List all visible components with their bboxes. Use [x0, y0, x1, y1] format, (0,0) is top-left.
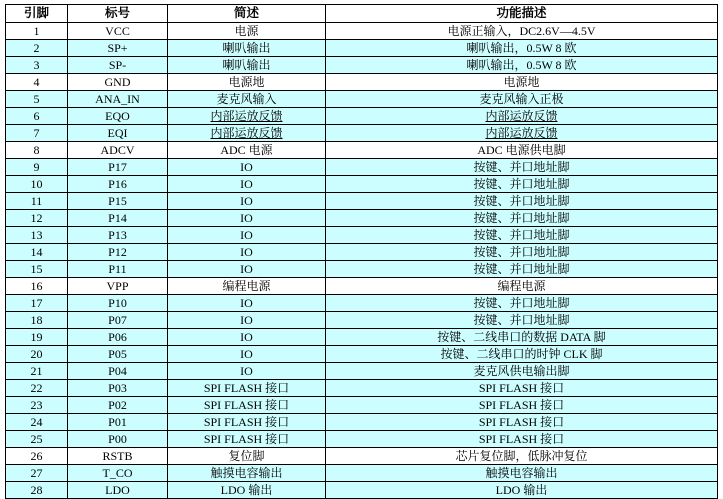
pin-description-table	[5, 4, 718, 499]
table-row	[6, 431, 718, 448]
cell-pin-symbol: P13	[68, 227, 168, 244]
cell-pin-symbol: P07	[68, 312, 168, 329]
cell-pin-number: 17	[6, 295, 68, 312]
cell-pin-description: 编程电源	[326, 278, 718, 295]
cell-pin-description: 按键、并口地址脚	[326, 159, 718, 176]
cell-pin-description: 按键、并口地址脚	[326, 261, 718, 278]
cell-pin-brief: 电源	[168, 23, 326, 40]
cell-pin-brief: SPI FLASH 接口	[168, 397, 326, 414]
cell-pin-number: 10	[6, 176, 68, 193]
cell-pin-brief: SPI FLASH 接口	[168, 380, 326, 397]
table-row	[6, 227, 718, 244]
cell-pin-symbol: P10	[68, 295, 168, 312]
cell-pin-description: SPI FLASH 接口	[326, 431, 718, 448]
cell-pin-symbol: P02	[68, 397, 168, 414]
cell-pin-brief: IO	[168, 312, 326, 329]
table-row	[6, 176, 718, 193]
cell-pin-number: 11	[6, 193, 68, 210]
cell-pin-description: SPI FLASH 接口	[326, 397, 718, 414]
cell-pin-number: 28	[6, 482, 68, 499]
table-row	[6, 397, 718, 414]
cell-pin-description: ADC 电源供电脚	[326, 142, 718, 159]
cell-pin-symbol: P04	[68, 363, 168, 380]
cell-pin-description: 电源正输入，DC2.6V—4.5V	[326, 23, 718, 40]
cell-pin-brief: 内部运放反馈	[168, 108, 326, 125]
cell-pin-description: 电源地	[326, 74, 718, 91]
table-row	[6, 244, 718, 261]
cell-pin-description: 按键、并口地址脚	[326, 193, 718, 210]
cell-pin-brief: 电源地	[168, 74, 326, 91]
table-row	[6, 482, 718, 499]
cell-pin-symbol: P16	[68, 176, 168, 193]
cell-pin-symbol: VPP	[68, 278, 168, 295]
table-row	[6, 125, 718, 142]
cell-pin-number: 16	[6, 278, 68, 295]
cell-pin-number: 23	[6, 397, 68, 414]
table-row	[6, 465, 718, 482]
cell-pin-description: 芯片复位脚，低脉冲复位	[326, 448, 718, 465]
cell-pin-symbol: P00	[68, 431, 168, 448]
table-row	[6, 363, 718, 380]
cell-pin-description: 按键、并口地址脚	[326, 295, 718, 312]
cell-pin-brief: IO	[168, 346, 326, 363]
cell-pin-description: 内部运放反馈	[326, 108, 718, 125]
cell-pin-symbol: GND	[68, 74, 168, 91]
cell-pin-brief: 喇叭输出	[168, 57, 326, 74]
cell-pin-symbol: LDO	[68, 482, 168, 499]
cell-pin-number: 12	[6, 210, 68, 227]
table-header-row	[6, 5, 718, 23]
table-row	[6, 210, 718, 227]
table-row	[6, 261, 718, 278]
table-row	[6, 329, 718, 346]
table-row	[6, 57, 718, 74]
cell-pin-brief: LDO 输出	[168, 482, 326, 499]
cell-pin-symbol: P14	[68, 210, 168, 227]
cell-pin-description: 喇叭输出，0.5W 8 欧	[326, 40, 718, 57]
table-row	[6, 142, 718, 159]
cell-pin-description: 喇叭输出，0.5W 8 欧	[326, 57, 718, 74]
cell-pin-number: 5	[6, 91, 68, 108]
cell-pin-number: 27	[6, 465, 68, 482]
table-row	[6, 295, 718, 312]
cell-pin-symbol: P17	[68, 159, 168, 176]
cell-pin-description: 麦克风供电输出脚	[326, 363, 718, 380]
cell-pin-number: 4	[6, 74, 68, 91]
column-header-brief: 简述	[168, 5, 326, 23]
cell-pin-symbol: P03	[68, 380, 168, 397]
cell-pin-brief: IO	[168, 329, 326, 346]
cell-pin-brief: ADC 电源	[168, 142, 326, 159]
table-row	[6, 278, 718, 295]
cell-pin-number: 21	[6, 363, 68, 380]
cell-pin-brief: IO	[168, 176, 326, 193]
table-body	[6, 23, 718, 499]
cell-pin-number: 15	[6, 261, 68, 278]
cell-pin-number: 13	[6, 227, 68, 244]
cell-pin-number: 14	[6, 244, 68, 261]
cell-pin-brief: 内部运放反馈	[168, 125, 326, 142]
cell-pin-description: 内部运放反馈	[326, 125, 718, 142]
cell-pin-number: 24	[6, 414, 68, 431]
cell-pin-brief: IO	[168, 227, 326, 244]
cell-pin-number: 7	[6, 125, 68, 142]
cell-pin-description: 按键、并口地址脚	[326, 312, 718, 329]
table-row	[6, 159, 718, 176]
cell-pin-brief: IO	[168, 261, 326, 278]
cell-pin-description: LDO 输出	[326, 482, 718, 499]
cell-pin-number: 2	[6, 40, 68, 57]
cell-pin-brief: IO	[168, 210, 326, 227]
cell-pin-number: 1	[6, 23, 68, 40]
table-row	[6, 380, 718, 397]
cell-pin-brief: IO	[168, 193, 326, 210]
cell-pin-symbol: P06	[68, 329, 168, 346]
cell-pin-brief: 触摸电容输出	[168, 465, 326, 482]
cell-pin-number: 3	[6, 57, 68, 74]
cell-pin-symbol: P01	[68, 414, 168, 431]
cell-pin-brief: IO	[168, 159, 326, 176]
cell-pin-symbol: SP+	[68, 40, 168, 57]
cell-pin-symbol: P12	[68, 244, 168, 261]
cell-pin-number: 26	[6, 448, 68, 465]
cell-pin-description: SPI FLASH 接口	[326, 380, 718, 397]
table-row	[6, 193, 718, 210]
cell-pin-symbol: T_CO	[68, 465, 168, 482]
column-header-pin: 引脚	[6, 5, 68, 23]
table-row	[6, 312, 718, 329]
table-row	[6, 91, 718, 108]
cell-pin-description: 触摸电容输出	[326, 465, 718, 482]
cell-pin-symbol: ADCV	[68, 142, 168, 159]
cell-pin-symbol: P05	[68, 346, 168, 363]
cell-pin-description: 按键、并口地址脚	[326, 210, 718, 227]
cell-pin-number: 8	[6, 142, 68, 159]
cell-pin-number: 20	[6, 346, 68, 363]
cell-pin-number: 22	[6, 380, 68, 397]
cell-pin-brief: SPI FLASH 接口	[168, 431, 326, 448]
cell-pin-symbol: EQI	[68, 125, 168, 142]
cell-pin-brief: IO	[168, 363, 326, 380]
cell-pin-symbol: P11	[68, 261, 168, 278]
cell-pin-brief: 喇叭输出	[168, 40, 326, 57]
cell-pin-brief: 麦克风输入	[168, 91, 326, 108]
cell-pin-number: 18	[6, 312, 68, 329]
cell-pin-description: 按键、并口地址脚	[326, 244, 718, 261]
table-row	[6, 346, 718, 363]
cell-pin-number: 6	[6, 108, 68, 125]
table-row	[6, 74, 718, 91]
table-row	[6, 23, 718, 40]
cell-pin-description: SPI FLASH 接口	[326, 414, 718, 431]
cell-pin-brief: IO	[168, 295, 326, 312]
column-header-symbol: 标号	[68, 5, 168, 23]
cell-pin-description: 按键、二线串口的数据 DATA 脚	[326, 329, 718, 346]
cell-pin-number: 19	[6, 329, 68, 346]
cell-pin-symbol: P15	[68, 193, 168, 210]
cell-pin-symbol: ANA_IN	[68, 91, 168, 108]
cell-pin-symbol: EQO	[68, 108, 168, 125]
cell-pin-brief: SPI FLASH 接口	[168, 414, 326, 431]
cell-pin-number: 9	[6, 159, 68, 176]
table-row	[6, 108, 718, 125]
table-row	[6, 448, 718, 465]
cell-pin-description: 按键、并口地址脚	[326, 176, 718, 193]
cell-pin-description: 麦克风输入正极	[326, 91, 718, 108]
column-header-description: 功能描述	[326, 5, 718, 23]
cell-pin-brief: IO	[168, 244, 326, 261]
cell-pin-brief: 编程电源	[168, 278, 326, 295]
cell-pin-description: 按键、二线串口的时钟 CLK 脚	[326, 346, 718, 363]
cell-pin-brief: 复位脚	[168, 448, 326, 465]
cell-pin-description: 按键、并口地址脚	[326, 227, 718, 244]
table-row	[6, 414, 718, 431]
cell-pin-symbol: SP-	[68, 57, 168, 74]
cell-pin-symbol: RSTB	[68, 448, 168, 465]
cell-pin-number: 25	[6, 431, 68, 448]
cell-pin-symbol: VCC	[68, 23, 168, 40]
table-row	[6, 40, 718, 57]
